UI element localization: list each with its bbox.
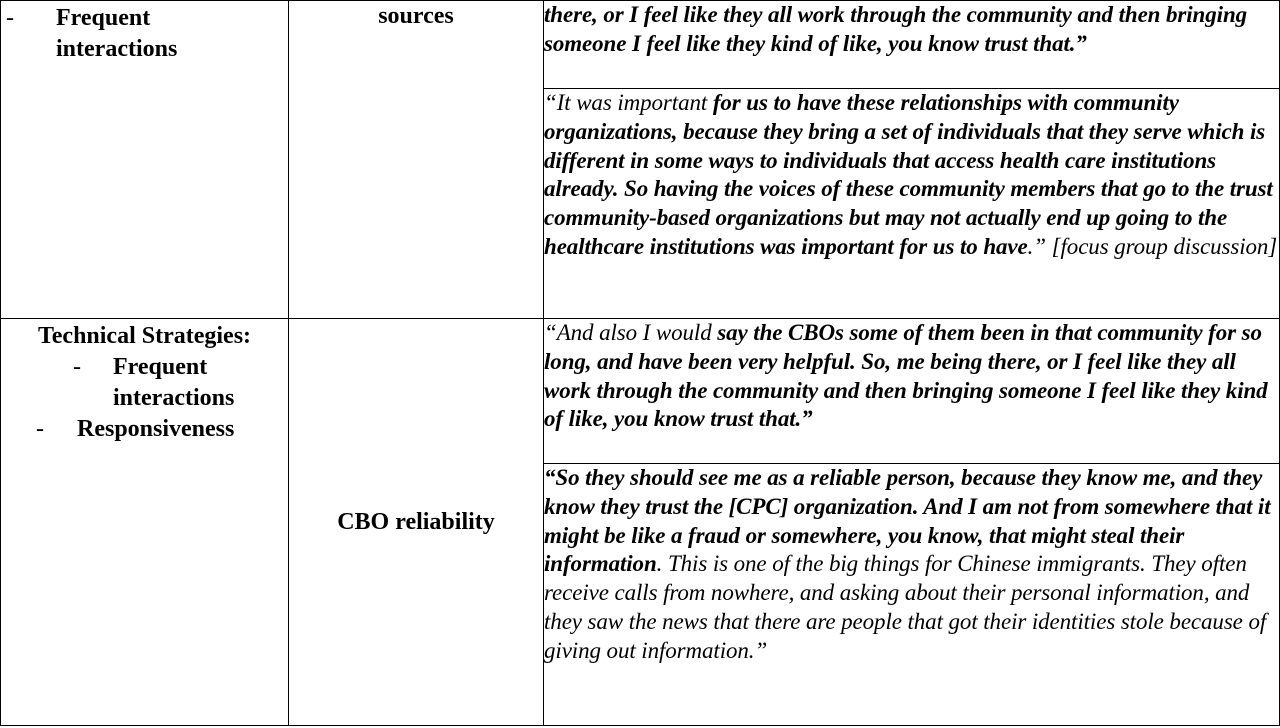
theme-cell: [289, 1, 544, 319]
quote-emphasis: for us to have these relationships with community organizations, because they bring a set of individuals that they serve which is different in some ways to individuals that access health care institutions already. So having the voices of these community members that go to the trust community-based organizations but may not actually end up going to the healthcare institutions was important for us to have: [544, 90, 1273, 259]
theme-label: CBO reliability: [337, 508, 495, 535]
quote-emphasis: say the CBOs some of them been in that community for so long, and have been very helpful. So, me being there, or I feel like they all work through the community and then bringing someone I feel like they kind of like, you know trust that.”: [544, 320, 1268, 432]
strategy-cell: [1, 319, 289, 726]
strategy-item: - Responsiveness: [36, 416, 235, 442]
strategy-item: - Frequent interactions: [6, 5, 178, 62]
theme-label: sources: [378, 3, 454, 29]
quote-cell: [544, 464, 1280, 726]
quote-cell: [544, 319, 1280, 464]
quote-emphasis: there, or I feel like they all work through the community and then bringing someone I feel like they kind of like, you know trust that.”: [544, 2, 1248, 56]
quote-text: [544, 90, 1277, 259]
quote-cell: [544, 1, 1280, 89]
table-row: [1, 319, 1280, 464]
quote-segment: . This is one of the big things for Chinese immigrants. They often receive calls from nowhere, and asking about their personal information, and they saw the news that there are people that got their identities stole because of giving out information.”: [544, 551, 1267, 663]
strategy-item: - Frequent interactions: [73, 354, 235, 411]
quote-text: [544, 320, 1268, 431]
quote-emphasis: “So they should see me as a reliable person, because they know me, and they know they trust the [CPC] organization. And I am not from somewhere that it might be like a fraud or somewhere, you know, that might steal their information: [544, 465, 1271, 577]
strategy-label: Responsiveness: [77, 416, 235, 442]
quote-segment: “It was important: [544, 90, 713, 115]
quote-cell: [544, 89, 1280, 319]
quote-segment: .” [focus group discussion]: [1027, 233, 1278, 259]
table-row: [1, 1, 1280, 89]
quote-segment: “And also I would: [544, 320, 718, 345]
strategy-label: Frequent interactions: [113, 354, 235, 411]
quote-text: [544, 465, 1271, 663]
strategy-heading: Technical Strategies:: [37, 323, 252, 349]
strategy-cell: [1, 1, 289, 319]
quote-text: [544, 2, 1247, 56]
strategy-label: Frequent interactions: [56, 5, 178, 62]
theme-cell: [289, 319, 544, 726]
